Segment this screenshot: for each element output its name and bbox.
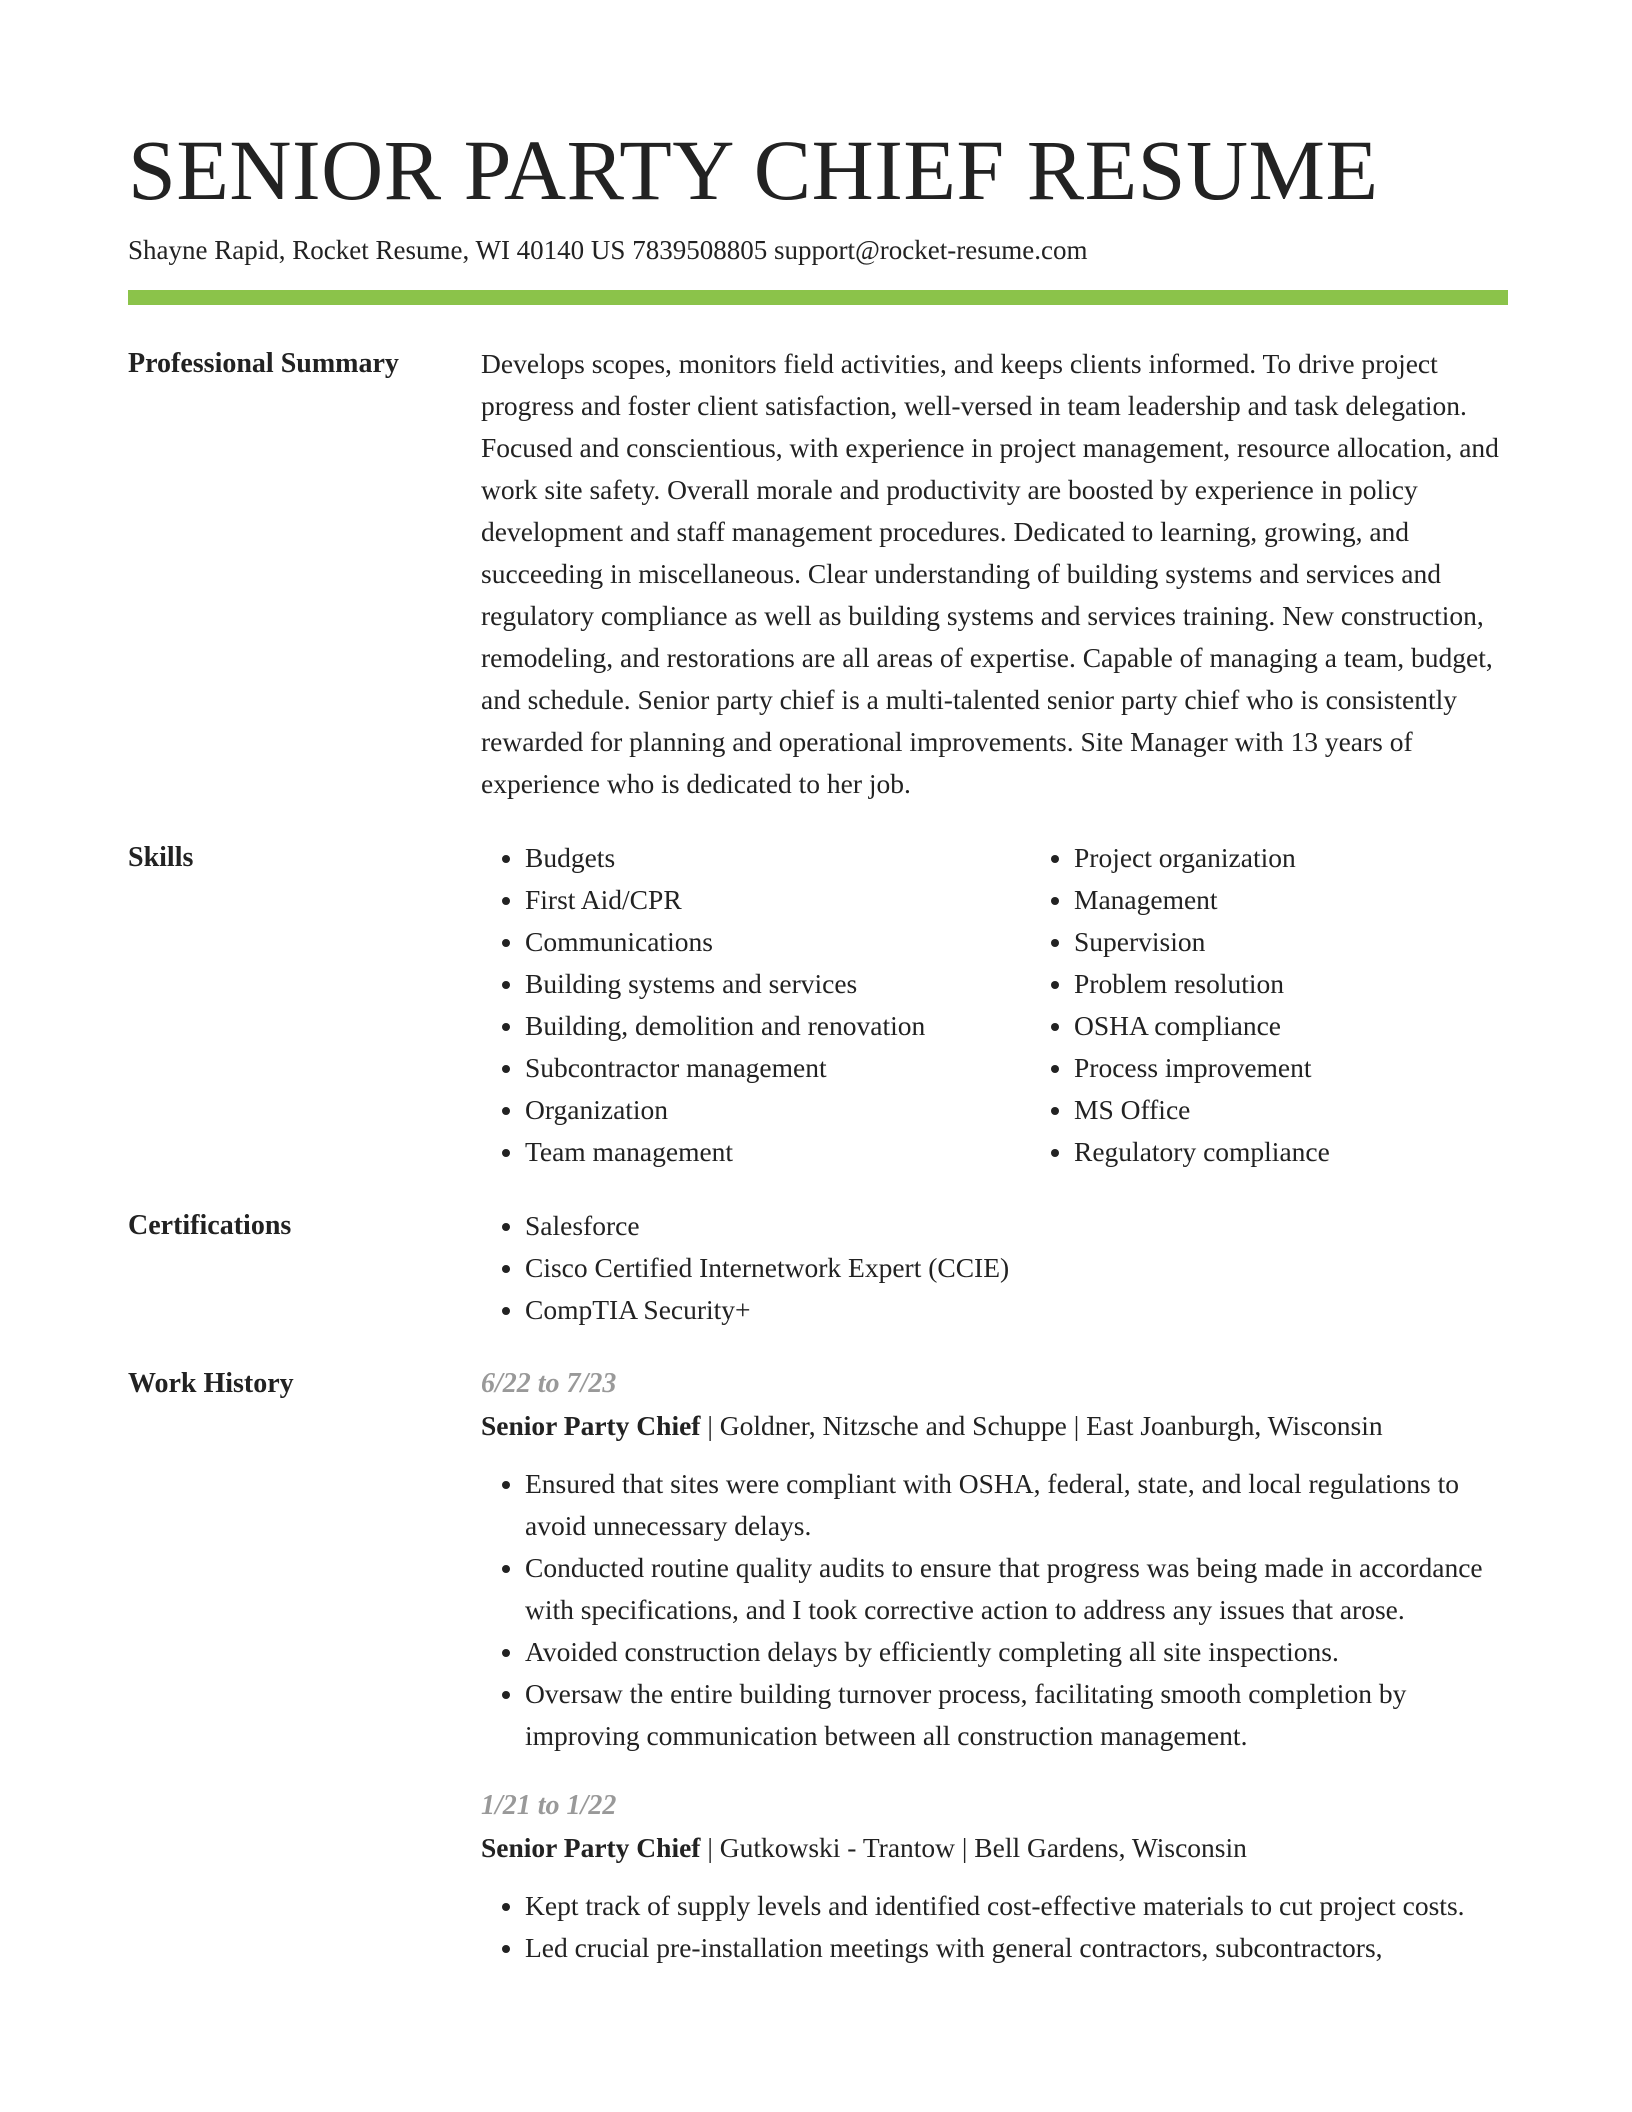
- skill-item: • Building systems and services: [525, 963, 1030, 1005]
- job-title: Senior Party Chief: [481, 1832, 701, 1863]
- job-dates: 1/21 to 1/22: [481, 1790, 617, 1821]
- skill-item: • Subcontractor management: [525, 1047, 1030, 1089]
- job-bullet: • Conducted routine quality audits to ensure that progress was being made in accordance with specifications, and I took corrective action to address any issues that arose.: [525, 1547, 1508, 1631]
- skill-item: • First Aid/CPR: [525, 879, 1030, 921]
- skill-item: • Team management: [525, 1131, 1030, 1173]
- job-dates: 6/22 to 7/23: [481, 1368, 617, 1399]
- work-history-section: [128, 1363, 1508, 1969]
- job-title: Senior Party Chief: [481, 1410, 701, 1441]
- summary-section: [128, 343, 1508, 805]
- accent-divider: [128, 290, 1508, 305]
- skill-item: • Management: [1074, 879, 1508, 921]
- skill-item: • Regulatory compliance: [1074, 1131, 1508, 1173]
- certifications-content: [481, 1205, 1508, 1331]
- job-bullets: [481, 1885, 1508, 1969]
- skill-item: • Process improvement: [1074, 1047, 1508, 1089]
- skills-list-right: [1030, 837, 1508, 1173]
- job-bullet: • Kept track of supply levels and identified cost-effective materials to cut project costs.: [525, 1885, 1508, 1927]
- skills-content: [481, 837, 1508, 1173]
- resume-page: [128, 0, 1508, 1969]
- contact-line: Shayne Rapid, Rocket Resume, WI 40140 US 7839508805 support@rocket-resume.com: [128, 235, 1088, 265]
- job-employer-location: | Gutkowski - Trantow | Bell Gardens, Wisconsin: [700, 1832, 1247, 1863]
- skill-item: • Project organization: [1074, 837, 1508, 879]
- certification-item: • Salesforce: [525, 1205, 1508, 1247]
- job-heading: [481, 1405, 1508, 1447]
- certifications-list: [481, 1205, 1508, 1331]
- skill-item: • Budgets: [525, 837, 1030, 879]
- job-bullet: • Oversaw the entire building turnover process, facilitating smooth completion by improving communication between all construction management.: [525, 1673, 1508, 1757]
- work-history-label: Work History: [128, 1368, 294, 1399]
- skills-list-left: [481, 837, 1030, 1173]
- job-entry: [481, 1363, 1508, 1757]
- job-bullet: • Ensured that sites were compliant with OSHA, federal, state, and local regulations to avoid unnecessary delays.: [525, 1463, 1508, 1547]
- certification-item: • CompTIA Security+: [525, 1289, 1508, 1331]
- work-history-content: [481, 1363, 1508, 1969]
- skill-item: • MS Office: [1074, 1089, 1508, 1131]
- summary-label: Professional Summary: [128, 348, 399, 379]
- certifications-label: Certifications: [128, 1210, 292, 1241]
- skill-item: • Problem resolution: [1074, 963, 1508, 1005]
- job-bullet: • Avoided construction delays by efficiently completing all site inspections.: [525, 1631, 1508, 1673]
- skill-item: • Communications: [525, 921, 1030, 963]
- job-heading: [481, 1827, 1508, 1869]
- job-employer-location: | Goldner, Nitzsche and Schuppe | East Joanburgh, Wisconsin: [700, 1410, 1383, 1441]
- skill-item: • Supervision: [1074, 921, 1508, 963]
- job-bullets: [481, 1463, 1508, 1757]
- certifications-section: [128, 1205, 1508, 1331]
- certification-item: • Cisco Certified Internetwork Expert (CCIE): [525, 1247, 1508, 1289]
- skill-item: • Organization: [525, 1089, 1030, 1131]
- resume-title: SENIOR PARTY CHIEF RESUME: [128, 122, 1379, 218]
- job-bullet: • Led crucial pre-installation meetings with general contractors, subcontractors,: [525, 1927, 1508, 1969]
- skill-item: • Building, demolition and renovation: [525, 1005, 1030, 1047]
- skills-section: [128, 837, 1508, 1173]
- job-entry: [481, 1785, 1508, 1969]
- summary-text: Develops scopes, monitors field activities, and keeps clients informed. To drive project progress and foster client satisfaction, well-versed in team leadership and task delegation. Focused and conscientious, with experience in project management, resource allocation, and work site safety. Overall morale and productivity are boosted by experience in policy development and staff management procedures. Dedicated to learning, growing, and succeeding in miscellaneous. Clear understanding of building systems and services and regulatory compliance as well as building systems and services training. New construction, remodeling, and restorations are all areas of expertise. Capable of managing a team, budget, and schedule. Senior party chief is a multi-talented senior party chief who is consistently rewarded for planning and operational improvements. Site Manager with 13 years of experience who is dedicated to her job.: [481, 348, 1499, 799]
- summary-content: [481, 343, 1508, 805]
- skills-label: Skills: [128, 842, 194, 873]
- skill-item: • OSHA compliance: [1074, 1005, 1508, 1047]
